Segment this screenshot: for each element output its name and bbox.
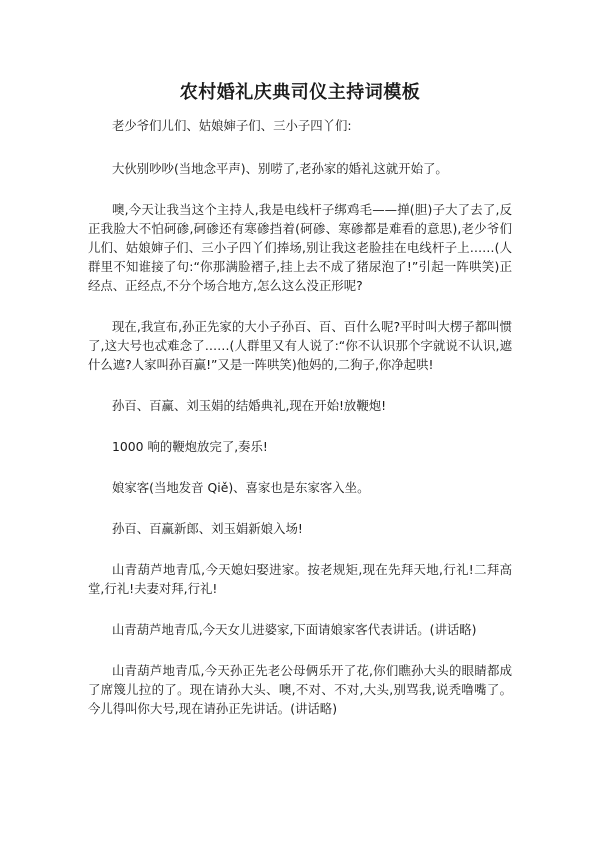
paragraph-couple-entrance: 孙百、百赢新郎、刘玉娟新娘入场! [112, 521, 303, 536]
paragraph-announcement: 现在,我宣布,孙正先家的大小子孙百、百、百什么呢?平时叫大楞子都叫惯了,这大号也忒难念了……(人群里又有人说了:“你不认识那个字就说不认识,遮什么遮?人家叫孙百赢!”又是一阵哄笑)他妈的,二狗子,你净起哄! [88, 319, 512, 372]
paragraph-groom-father-speech: 山青葫芦地青瓜,今天孙正先老公母俩乐开了花,你们瞧孙大头的眼睛都成了席篾儿拉的了。现在请孙大头、噢,不对、不对,大头,别骂我,说秃噜嘴了。今儿得叫你大号,现在请孙正先讲话。(讲话略) [88, 663, 512, 716]
paragraph-bowing: 山青葫芦地青瓜,今天媳妇娶进家。按老规矩,现在先拜天地,行礼!二拜高堂,行礼!夫妻对拜,行礼! [88, 562, 512, 596]
paragraph-opening: 大伙别吵吵(当地念平声)、别唠了,老孙家的婚礼这就开始了。 [112, 161, 448, 176]
paragraph-firecrackers: 1000 响的鞭炮放完了,奏乐! [112, 439, 268, 454]
paragraph-guests-seated: 娘家客(当地发音 Qiě)、喜家也是东家客入坐。 [112, 480, 370, 495]
document-title: 农村婚礼庆典司仪主持词模板 [179, 82, 421, 103]
paragraph-greeting: 老少爷们儿们、姑娘婶子们、三小子四丫们: [112, 118, 352, 133]
paragraph-bride-family-speech: 山青葫芦地青瓜,今天女儿进婆家,下面请娘家客代表讲话。(讲话略) [112, 622, 477, 637]
paragraph-ceremony-start: 孙百、百赢、刘玉娟的结婚典礼,现在开始!放鞭炮! [112, 398, 387, 413]
paragraph-host-intro: 噢,今天让我当这个主持人,我是电线杆子绑鸡毛——掸(胆)子大了去了,反正我脸大不怕砢碜,砢碜还有寒碜挡着(砢碜、寒碜都是难看的意思),老少爷们儿们、姑娘婶子们、三小子四丫们捧场,别让我这老脸挂在电线杆子上……(人群里不知谁接了句:“你那满脸褶子,挂上去不成了猪尿泡了!”引起一阵哄笑)正经点、正经点,不分个场合地方,怎么这么没正形呢? [88, 202, 512, 293]
